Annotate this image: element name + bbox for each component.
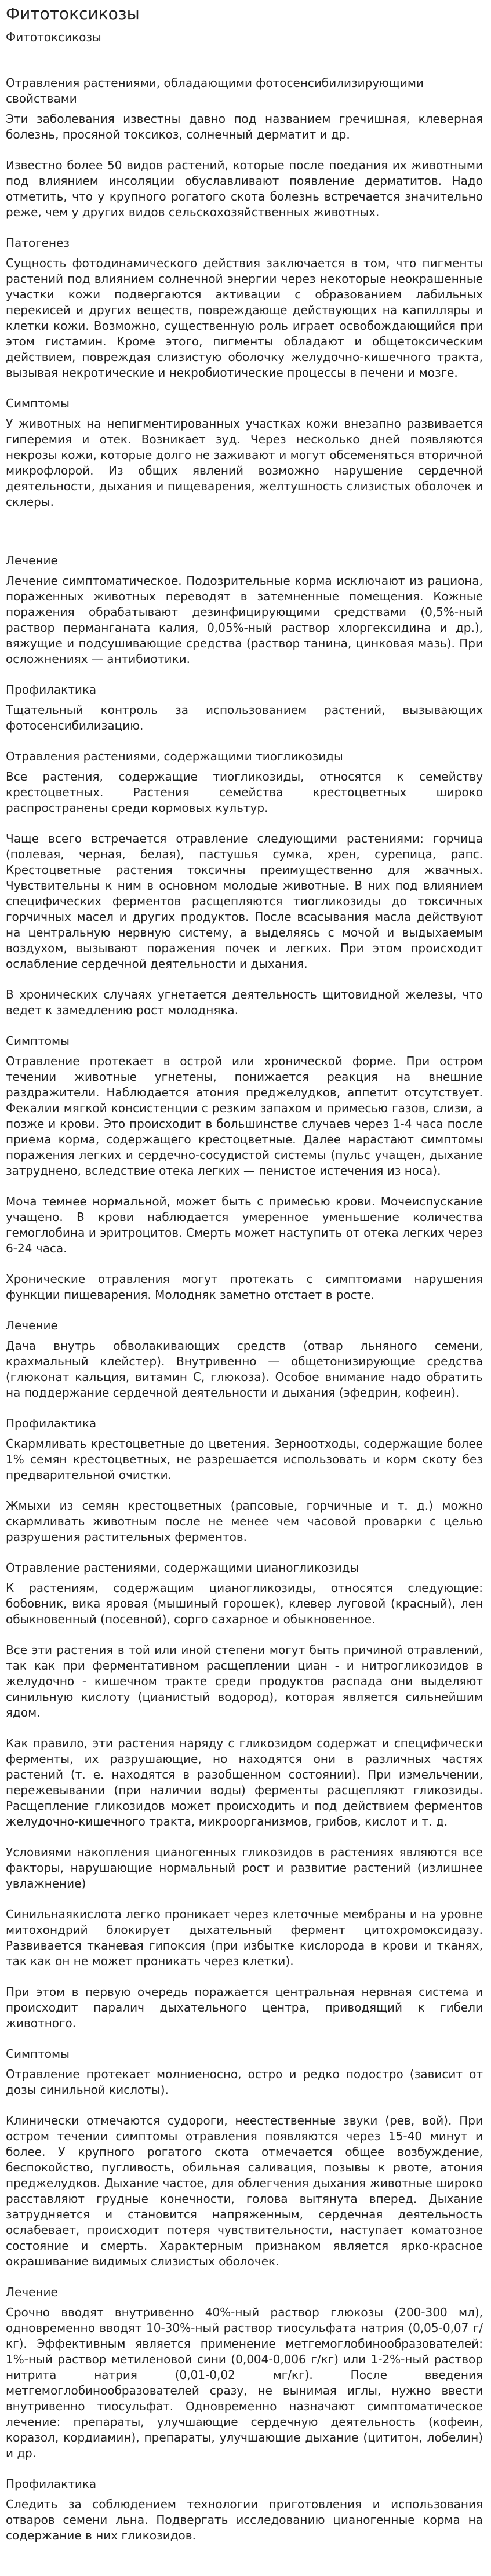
paragraph: Сущность фотодинамического действия заключается в том, что пигменты растений под влиянием солнечной энергии через некоторые неокрашенные участки кожи подвергаются активации с образованием лабильных перекисей и других веществ, повреждающе действующих на капилляры и клетки кожи. Возможно, существенную роль играет освобождающийся при этом гистамин. Кроме этого, пигменты обладают и общетоксическим действием, повреждая слизистую оболочку желудочно-кишечного тракта, вызывая некротические и некробиотические процессы в печени и мозге.: [6, 256, 483, 380]
section-heading: Профилактика: [6, 2477, 97, 2491]
paragraph: Все растения, содержащие тиогликозиды, относятся к семейству крестоцветных. Растения семейства крестоцветных широко распространены среди кормовых культур.: [6, 770, 483, 815]
paragraph: Клинически отмечаются судороги, неестественные звуки (рев, вой). При остром течении симптомы отравления появляются через 15-40 минут и более. У крупного рогатого скота отмечается общее возбуждение, беспокойство, пугливость, обильная саливация, позывы к рвоте, атония преджелудков. Дыхание частое, для облегчения дыхания животные широко расставляют грудные конечности, голова вытянута вперед. Дыхание затрудняется и становится напряженным, сердечная деятельность ослабевает, происходит потеря чувствительности, наступает коматозное состояние и смерть. Характерным признаком является ярко-красное окрашивание видимых слизистых оболочек.: [6, 2114, 483, 2268]
paragraph: Скармливать крестоцветные до цветения. Зерноотходы, содержащие более 1% семян крестоцветных, не разрешается использовать и корм скоту без предварительной очистки.: [6, 1437, 483, 1482]
section-heading: Отравление растениями, содержащими цианогликозиды: [6, 1561, 359, 1575]
section-heading: Лечение: [6, 553, 58, 567]
article-body: [6, 75, 483, 2544]
section-heading: Патогенез: [6, 236, 70, 250]
page-subtitle: Фитотоксикозы: [6, 30, 101, 44]
paragraph: Отравление протекает молниеносно, остро и редко подостро (зависит от дозы синильной кислоты).: [6, 2067, 483, 2097]
section-heading: Профилактика: [6, 683, 97, 697]
paragraph: К растениям, содержащим цианогликозиды, относятся следующие: бобовник, вика яровая (мышиный горошек), клевер луговой (красный), лен обыкновенный (посевной), сорго сахарное и обыкновенное.: [6, 1581, 483, 1626]
page-title: Фитотоксикозы: [6, 4, 140, 23]
paragraph: Срочно вводят внутривенно 40%-ный раствор глюкозы (200-300 мл), одновременно вводят 10-30%-ный раствор тиосульфата натрия (0,05-0,07 г/кг). Эффективным является применение метгемоглобинообразователей: 1%-ный раствор метиленовой сини (0,004-0,006 г/кг) или 1-2%-ный раствор нитрита натрия (0,01-0,02 мг/кг). После введения метгемоглобинообразователей сразу, не вынимая иглы, нужно ввести внутривенно тиосульфат. Одновременно назначают симптоматическое лечение: препараты, улучшающие сердечную деятельность (кофеин, коразол, кордиамин), препараты, улучшающие дыхание (цититон, лобелин) и др.: [6, 2305, 483, 2460]
paragraph: При этом в первую очередь поражается центральная нервная система и происходит паралич дыхательного центра, приводящий к гибели животного.: [6, 1985, 483, 2030]
paragraph: Эти заболевания известны давно под названием гречишная, клеверная болезнь, просяной токсикоз, солнечный дерматит и др.: [6, 112, 483, 141]
paragraph: Лечение симптоматическое. Подозрительные корма исключают из рациона, пораженных животных переводят в затемненные помещения. Кожные поражения обрабатывают дезинфицирующими средствами (0,5%-ный раствор перманганата калия, 0,05%-ный раствор хлоргексидина и др.), вяжущие и подсушивающие средства (раствор танина, цинковая мазь). При осложнениях — антибиотики.: [6, 574, 483, 666]
paragraph: Условиями накопления цианогенных гликозидов в растениях являются все факторы, нарушающие нормальный рост и развитие растений (излишнее увлажнение): [6, 1845, 483, 1890]
section-heading: Симптомы: [6, 2047, 70, 2061]
paragraph: У животных на непигментированных участках кожи внезапно развивается гиперемия и отек. Возникает зуд. Через несколько дней появляются некрозы кожи, которые долго не заживают и могут обсеменяться вторичной микрофлорой. Из общих явлений возможно нарушение сердечной деятельности, дыхания и пищеварения, желтушность слизистых оболочек и склеры.: [6, 417, 483, 509]
paragraph: Моча темнее нормальной, может быть с примесью крови. Мочеиспускание учащено. В крови наблюдается умеренное уменьшение количества гемоглобина и эритроцитов. Смерть может наступить от отека легких через 6-24 часа.: [6, 1194, 483, 1255]
section-heading: Лечение: [6, 2285, 58, 2299]
paragraph: Следить за соблюдением технологии приготовления и использования отваров семени льна. Подвергать исследованию цианогенные корма на содержание в них гликозидов.: [6, 2497, 483, 2542]
section-heading: Симптомы: [6, 1034, 70, 1048]
paragraph: Как правило, эти растения наряду с гликозидом содержат и специфически ферменты, их разрушающие, но находятся они в различных частях растений (т. е. находятся в разобщенном состоянии). При измельчении, пережевывании (при наличии воды) ферменты расщепляют гликозиды. Расщепление гликозидов может происходить и под действием ферментов желудочно-кишечного тракта, микроорганизмов, грибов, кислот и т. д.: [6, 1736, 483, 1828]
paragraph: Жмыхи из семян крестоцветных (рапсовые, горчичные и т. д.) можно скармливать животным после не менее чем часовой проварки с целью разрушения растительных ферментов.: [6, 1499, 483, 1544]
section-heading: Отравления растениями, содержащими тиогликозиды: [6, 749, 343, 763]
paragraph: В хронических случаях угнетается деятельность щитовидной железы, что ведет к замедлению рост молодняка.: [6, 988, 483, 1017]
paragraph: Дача внутрь обволакивающих средств (отвар льняного семени, крахмальный клейстер). Внутривенно — общетонизирующие средства (глюконат кальция, витамин С, глюкоза). Особое внимание надо обратить на поддержание сердечной деятельности и дыхания (эфедрин, кофеин).: [6, 1339, 483, 1400]
paragraph: Отравление протекает в острой или хронической форме. При остром течении животные угнетены, понижается реакция на внешние раздражители. Наблюдается атония преджелудков, аппетит отсутствует. Фекалии мягкой консистенции с резким запахом и примесью газов, слизи, а позже и крови. Это происходит в большинстве случаев через 1-4 часа после приема корма, содержащего крестоцветные. Далее нарастают симптомы поражения легких и сердечно-сосудистой системы (пульс учащен, дыхание затруднено, вследствие отека легких — пенистое истечения из носа).: [6, 1054, 483, 1178]
section-heading: Лечение: [6, 1318, 58, 1332]
paragraph: Известно более 50 видов растений, которые после поедания их животными под влиянием инсоляции обуславливают появление дерматитов. Надо отметить, что у крупного рогатого скота болезнь встречается значительно реже, чем у других видов сельскохозяйственных животных.: [6, 158, 483, 219]
section-heading: Отравления растениями, обладающими фотосенсибилизирующими свойствами: [6, 76, 424, 105]
paragraph: Чаще всего встречается отравление следующими растениями: горчица (полевая, черная, белая), пастушья сумка, хрен, сурепица, рапс. Крестоцветные растения токсичны преимущественно для жвачных. Чувствительны к ним в основном молодые животные. В них под влиянием специфических ферментов расщепляются тиогликозиды до токсичных горчичных масел и других продуктов. После всасывания масла действуют на центральную нервную систему, а выделяясь с мочой и выдыхаемым воздухом, вызывают поражения почек и легких. При этом происходит ослабление сердечной деятельности и дыхания.: [6, 832, 483, 971]
paragraph: Все эти растения в той или иной степени могут быть причиной отравлений, так как при ферментативном расщеплении циан - и нитрогликозидов в желудочно - кишечном тракте среди продуктов распада они выделяют синильную кислоту (цианистый водород), которая является сильнейшим ядом.: [6, 1643, 483, 1719]
paragraph: Хронические отравления могут протекать с симптомами нарушения функции пищеварения. Молодняк заметно отстает в росте.: [6, 1272, 483, 1302]
section-heading: Симптомы: [6, 396, 70, 410]
paragraph: Синильнаякислота легко проникает через клеточные мембраны и на уровне митохондрий блокирует дыхательный фермент цитохромоксидазу. Развивается тканевая гипоксия (при избытке кислорода в крови и тканях, так как он не может проникать через клетки).: [6, 1907, 483, 1968]
paragraph: Тщательный контроль за использованием растений, вызывающих фотосенсибилизацию.: [6, 703, 483, 733]
section-heading: Профилактика: [6, 1416, 97, 1430]
